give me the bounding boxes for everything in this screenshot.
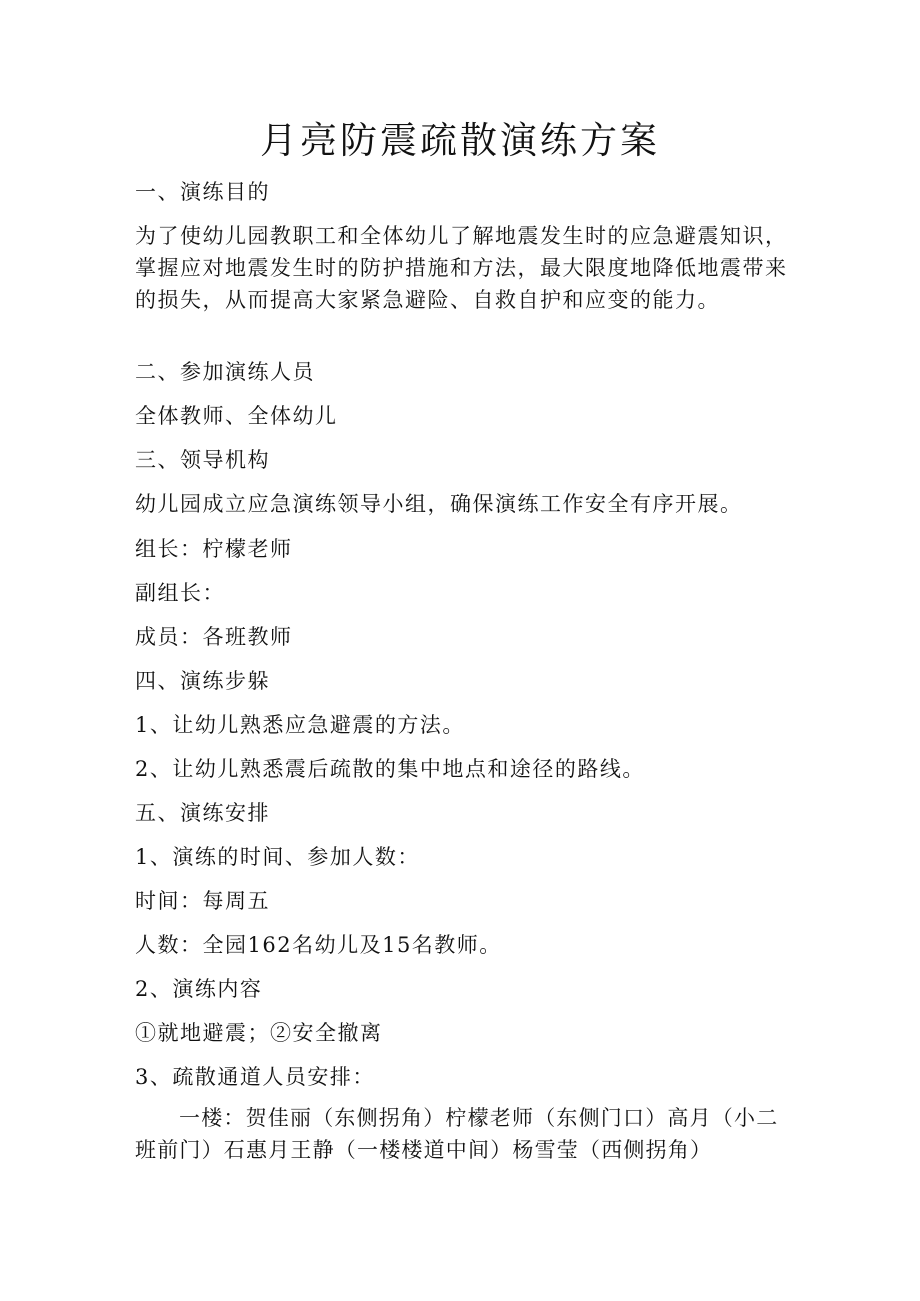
step-item-2: 2、让幼儿熟悉震后疏散的集中地点和途径的路线。: [135, 757, 645, 781]
drill-content-line: ①就地避震；②安全撤离: [135, 1021, 383, 1045]
paragraph-participants: 全体教师、全体幼儿: [135, 404, 338, 428]
arrangement-item-2: 2、演练内容: [135, 977, 263, 1001]
paragraph-purpose: 为了使幼儿园教职工和全体幼儿了解地震发生时的应急避震知识，掌握应对地震发生时的防护措施和方法，最大限度地降低地震带来的损失，从而提高大家紧急避险、自救自护和应变的能力。: [135, 224, 788, 312]
time-line: 时间：每周五: [135, 889, 270, 913]
step-item-1: 1、让幼儿熟悉应急避震的方法。: [135, 713, 465, 737]
paragraph-leadership: 幼儿园成立应急演练领导小组，确保演练工作安全有序开展。: [135, 492, 743, 516]
section-heading-steps: 四、演练步躲: [135, 669, 270, 693]
arrangement-item-3: 3、疏散通道人员安排：: [135, 1065, 375, 1089]
team-leader-line: 组长：柠檬老师: [135, 537, 293, 561]
first-floor-staff-paragraph: 一楼：贺佳丽（东侧拐角）柠檬老师（东侧门口）高月（小二班前门）石惠月王静（一楼楼道中间）杨雪莹（西侧拐角）: [135, 1106, 779, 1162]
section-heading-participants: 二、参加演练人员: [135, 360, 315, 384]
section-heading-arrangement: 五、演练安排: [135, 801, 270, 825]
members-line: 成员：各班教师: [135, 625, 293, 649]
section-heading-leadership: 三、领导机构: [135, 448, 270, 472]
document-title: 月亮防震疏散演练方案: [260, 119, 660, 162]
arrangement-item-1: 1、演练的时间、参加人数：: [135, 845, 420, 869]
section-heading-purpose: 一、演练目的: [135, 180, 270, 204]
headcount-line: 人数：全园162名幼儿及15名教师。: [135, 933, 502, 957]
deputy-leader-line: 副组长：: [135, 581, 225, 605]
